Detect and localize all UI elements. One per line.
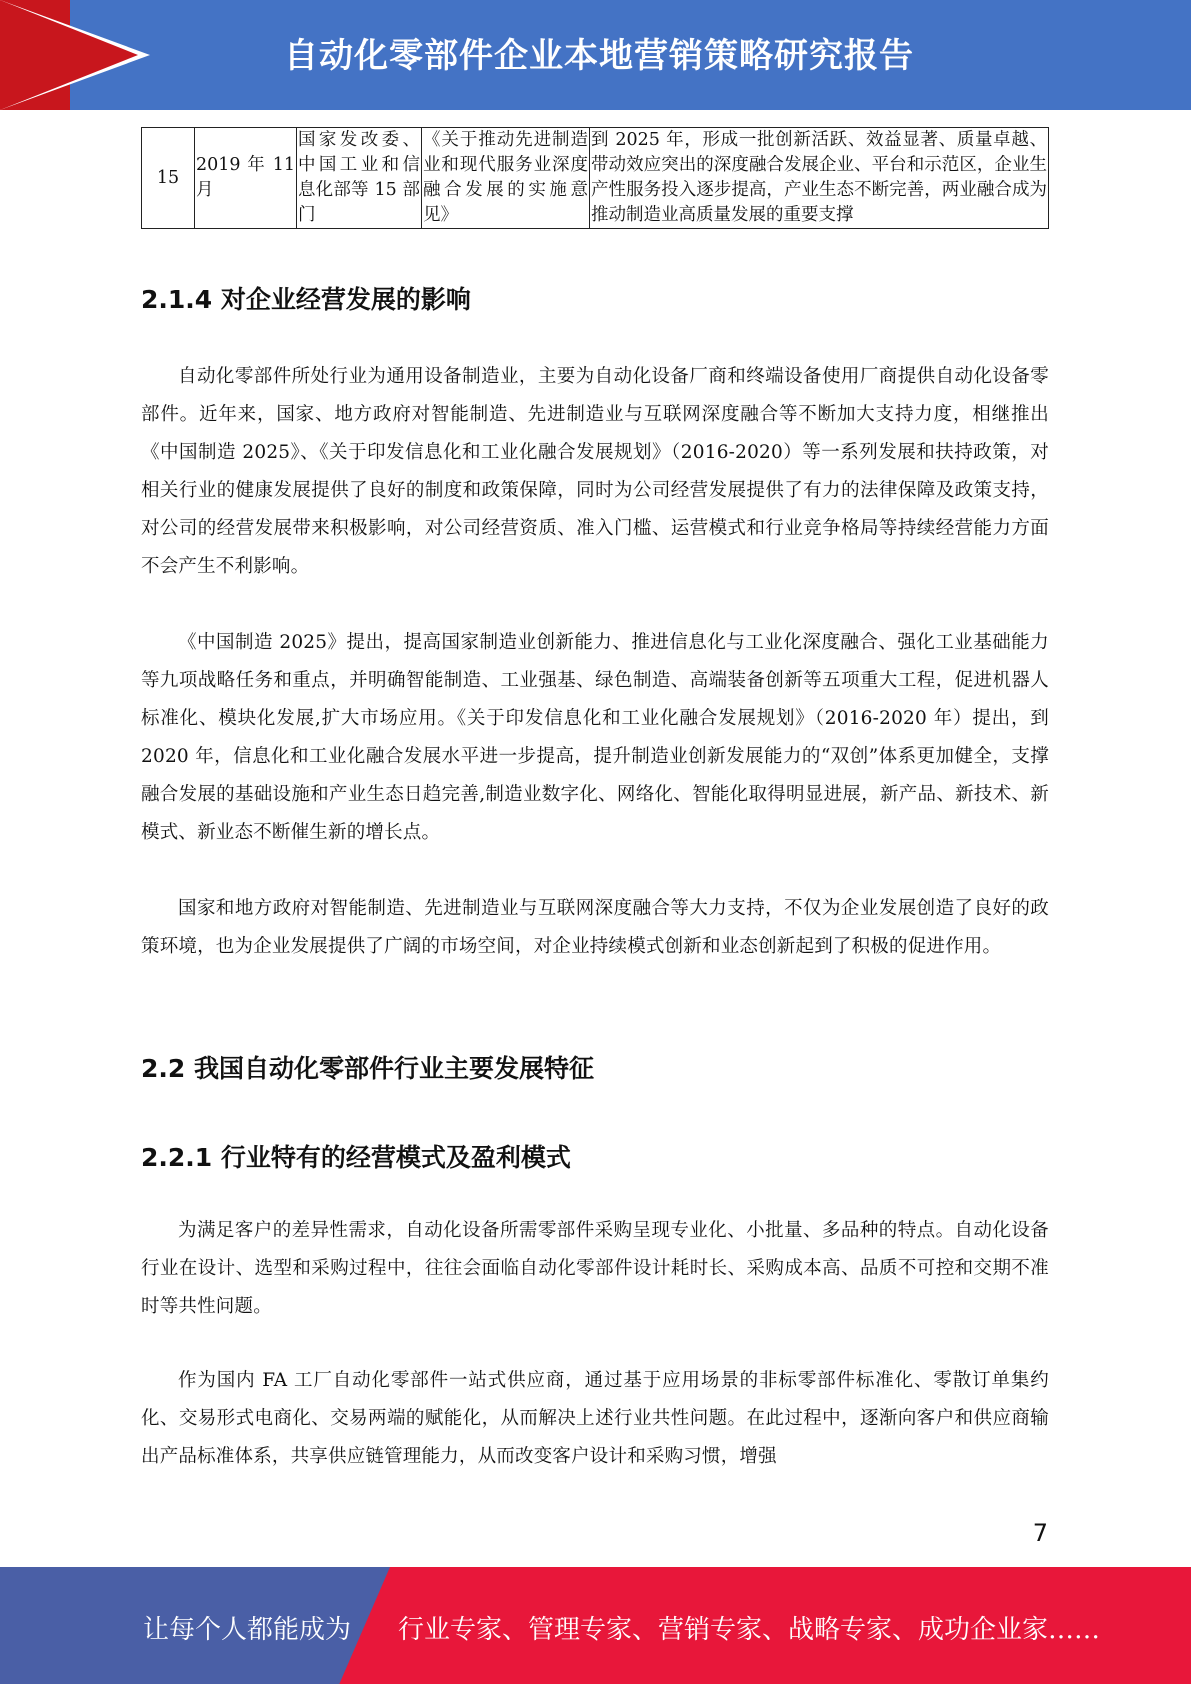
table-row <box>142 128 1049 229</box>
footer-roles: 行业专家、管理专家、营销专家、战略专家、成功企业家…… <box>398 1615 1101 1645</box>
paragraph: 自动化零部件所处行业为通用设备制造业，主要为自动化设备厂商和终端设备使用厂商提供自动化设备零部件。近年来，国家、地方政府对智能制造、先进制造业与互联网深度融合等不断加大支持力度，相继推出《中国制造 2025》、《关于印发信息化和工业化融合发展规划》（2016-2020）等一系列发展和扶持政策，对相关行业的健康发展提供了良好的制度和政策保障，同时为公司经营发展提供了有力的法律保障及政策支持，对公司的经营发展带来积极影响，对公司经营资质、准入门槛、运营模式和行业竞争格局等持续经营能力方面不会产生不利影响。 <box>141 366 1049 577</box>
row-number: 15 <box>142 128 195 229</box>
row-document: 《关于推动先进制造业和现代服务业深度融合发展的实施意见》 <box>422 128 590 229</box>
header-arrow <box>0 0 138 110</box>
paragraph: 为满足客户的差异性需求，自动化设备所需零部件采购呈现专业化、小批量、多品种的特点。自动化设备行业在设计、选型和采购过程中，往往会面临自动化零部件设计耗时长、采购成本高、品质不可控和交期不准时等共性问题。 <box>141 1220 1049 1317</box>
section-heading-2-1-4: 2.1.4 对企业经营发展的影响 <box>141 285 471 314</box>
page-footer <box>0 1567 1191 1684</box>
page-header <box>0 0 1191 110</box>
section-heading-2-2-1: 2.2.1 行业特有的经营模式及盈利模式 <box>141 1143 571 1172</box>
section-heading-2-2: 2.2 我国自动化零部件行业主要发展特征 <box>141 1054 594 1083</box>
policy-table <box>141 127 1049 229</box>
paragraph: 《中国制造 2025》提出，提高国家制造业创新能力、推进信息化与工业化深度融合、强化工业基础能力等九项战略任务和重点，并明确智能制造、工业强基、绿色制造、高端装备创新等五项重大工程，促进机器人标准化、模块化发展,扩大市场应用。《关于印发信息化和工业化融合发展规划》（2016-2020 年）提出，到 2020 年，信息化和工业化融合发展水平进一步提高，提升制造业创新发展能力的“双创”体系更加健全，支撑融合发展的基础设施和产业生态日趋完善,制造业数字化、网络化、智能化取得明显进展，新产品、新技术、新模式、新业态不断催生新的增长点。 <box>141 632 1049 843</box>
row-organization: 国家发改委、中国工业和信息化部等 15 部门 <box>297 128 422 229</box>
paragraph: 作为国内 FA 工厂自动化零部件一站式供应商，通过基于应用场景的非标零部件标准化、零散订单集约化、交易形式电商化、交易两端的赋能化，从而解决上述行业共性问题。在此过程中，逐渐向客户和供应商输出产品标准体系，共享供应链管理能力，从而改变客户设计和采购习惯，增强 <box>141 1370 1049 1467</box>
report-body <box>141 280 1049 1476</box>
row-content: 到 2025 年，形成一批创新活跃、效益显著、质量卓越、带动效应突出的深度融合发展企业、平台和示范区，企业生产性服务投入逐步提高，产业生态不断完善，两业融合成为推动制造业高质量发展的重要支撑 <box>590 128 1049 229</box>
footer-slogan: 让每个人都能成为 <box>143 1615 352 1645</box>
paragraph: 国家和地方政府对智能制造、先进制造业与互联网深度融合等大力支持，不仅为企业发展创造了良好的政策环境，也为企业发展提供了广阔的市场空间，对企业持续模式创新和业态创新起到了积极的促进作用。 <box>141 898 1049 957</box>
row-date: 2019 年 11 月 <box>195 128 297 229</box>
page-number: 7 <box>1032 1519 1048 1547</box>
report-title: 自动化零部件企业本地营销策略研究报告 <box>284 36 914 76</box>
